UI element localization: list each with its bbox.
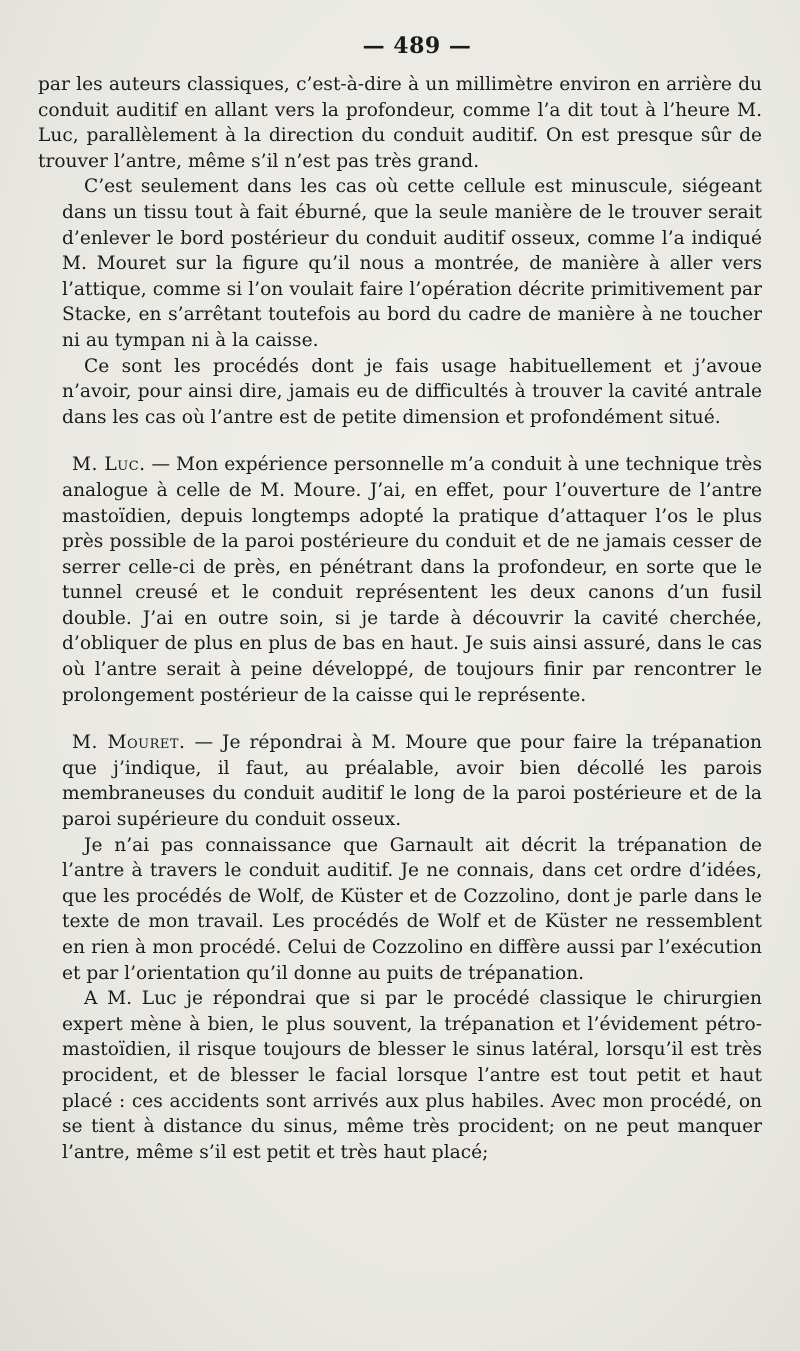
mouret-statement: — Je répondrai à M. Moure que pour faire la trépanation que j’indique, il faut, au préalable, avoir bien décollé les parois membraneuses du conduit auditif le long de la paroi postérieure et de la paroi supérieure du conduit osseux. xyxy=(62,732,762,831)
page-number: — 489 — xyxy=(362,33,472,59)
paragraph-garnault: Je n’ai pas connaissance que Garnault ait décrit la trépanation de l’antre à travers le conduit auditif. Je ne connais, dans cet ordre d’idées, que les procédés de Wolf, de Küster et de Cozzolino, dont je parle dans le texte de mon travail. Les procédés de Wolf et de Küster ne ressemblent en rien à mon procédé. Celui de Cozzolino en diffère aussi par l’exécution et par l’orientation qu’il donne au puits de trépanation. xyxy=(62,834,762,984)
paragraph-procedes: Ce sont les procédés dont je fais usage habituellement et j’avoue n’avoir, pour ainsi dire, jamais eu de difficultés à trouver la cavité antrale dans les cas où l’antre est de petite dimension et profondément situé. xyxy=(62,355,762,428)
paragraph-stacke: C’est seulement dans les cas où cette cellule est minuscule, siégeant dans un tissu tout à fait éburné, que la seule manière de le trouver serait d’enlever le bord postérieur du conduit auditif osseux, comme l’a indiqué M. Mouret sur la figure qu’il nous a montrée, de manière à aller vers l’attique, comme si l’on voulait faire l’opération décrite primitivement par Stacke, en s’arrêtant toutefois au bord du cadre de manière à ne toucher ni au tympan ni à la caisse. xyxy=(62,176,762,351)
luc-statement: — Mon expérience personnelle m’a conduit à une technique très analogue à celle de M. Moure. J’ai, en effet, pour l’ouverture de l’antre mastoïdien, depuis longtemps adopté la pratique d’attaquer l’os le plus près possible de la paroi postérieure du conduit et de ne jamais cesser de serrer celle-ci de près, en pénétrant dans la profondeur, en sorte que le tunnel creusé et le conduit représentent les deux canons d’un fusil double. J’ai en outre soin, si je tarde à découvrir la cavité cherchée, d’obliquer de plus en plus de bas en haut. Je suis ainsi assuré, dans le cas où l’antre serait à peine développé, de toujours finir par rencontrer le prolongement postérieur de la caisse qui le représente. xyxy=(62,454,762,706)
paragraph-reply-luc: A M. Luc je répondrai que si par le procédé classique le chirurgien expert mène à bien, le plus souvent, la trépanation et l’évidement pétro-mastoïdien, il risque toujours de blesser le sinus latéral, lorsqu’il est très procident, et de blesser le facial lorsque l’antre est tout petit et haut placé : ces accidents sont arrivés aux plus habiles. Avec mon procédé, on se tient à distance du sinus, même très procident; on ne peut manquer l’antre, même s’il est petit et très haut placé; xyxy=(62,988,762,1163)
paragraph-continuation: par les auteurs classiques, c’est-à-dire à un millimètre environ en arrière du conduit auditif en allant vers la profondeur, comme l’a dit tout à l’heure M. Luc, parallèlement à la direction du conduit auditif. On est presque sûr de trouver l’antre, même s’il n’est pas très grand. xyxy=(38,74,762,172)
speaker-mouret: M. Mouret. xyxy=(72,732,186,754)
speaker-luc: M. Luc. xyxy=(72,454,146,476)
paragraph-mouret-intervention xyxy=(62,730,762,832)
paragraph-luc-intervention xyxy=(62,452,762,708)
